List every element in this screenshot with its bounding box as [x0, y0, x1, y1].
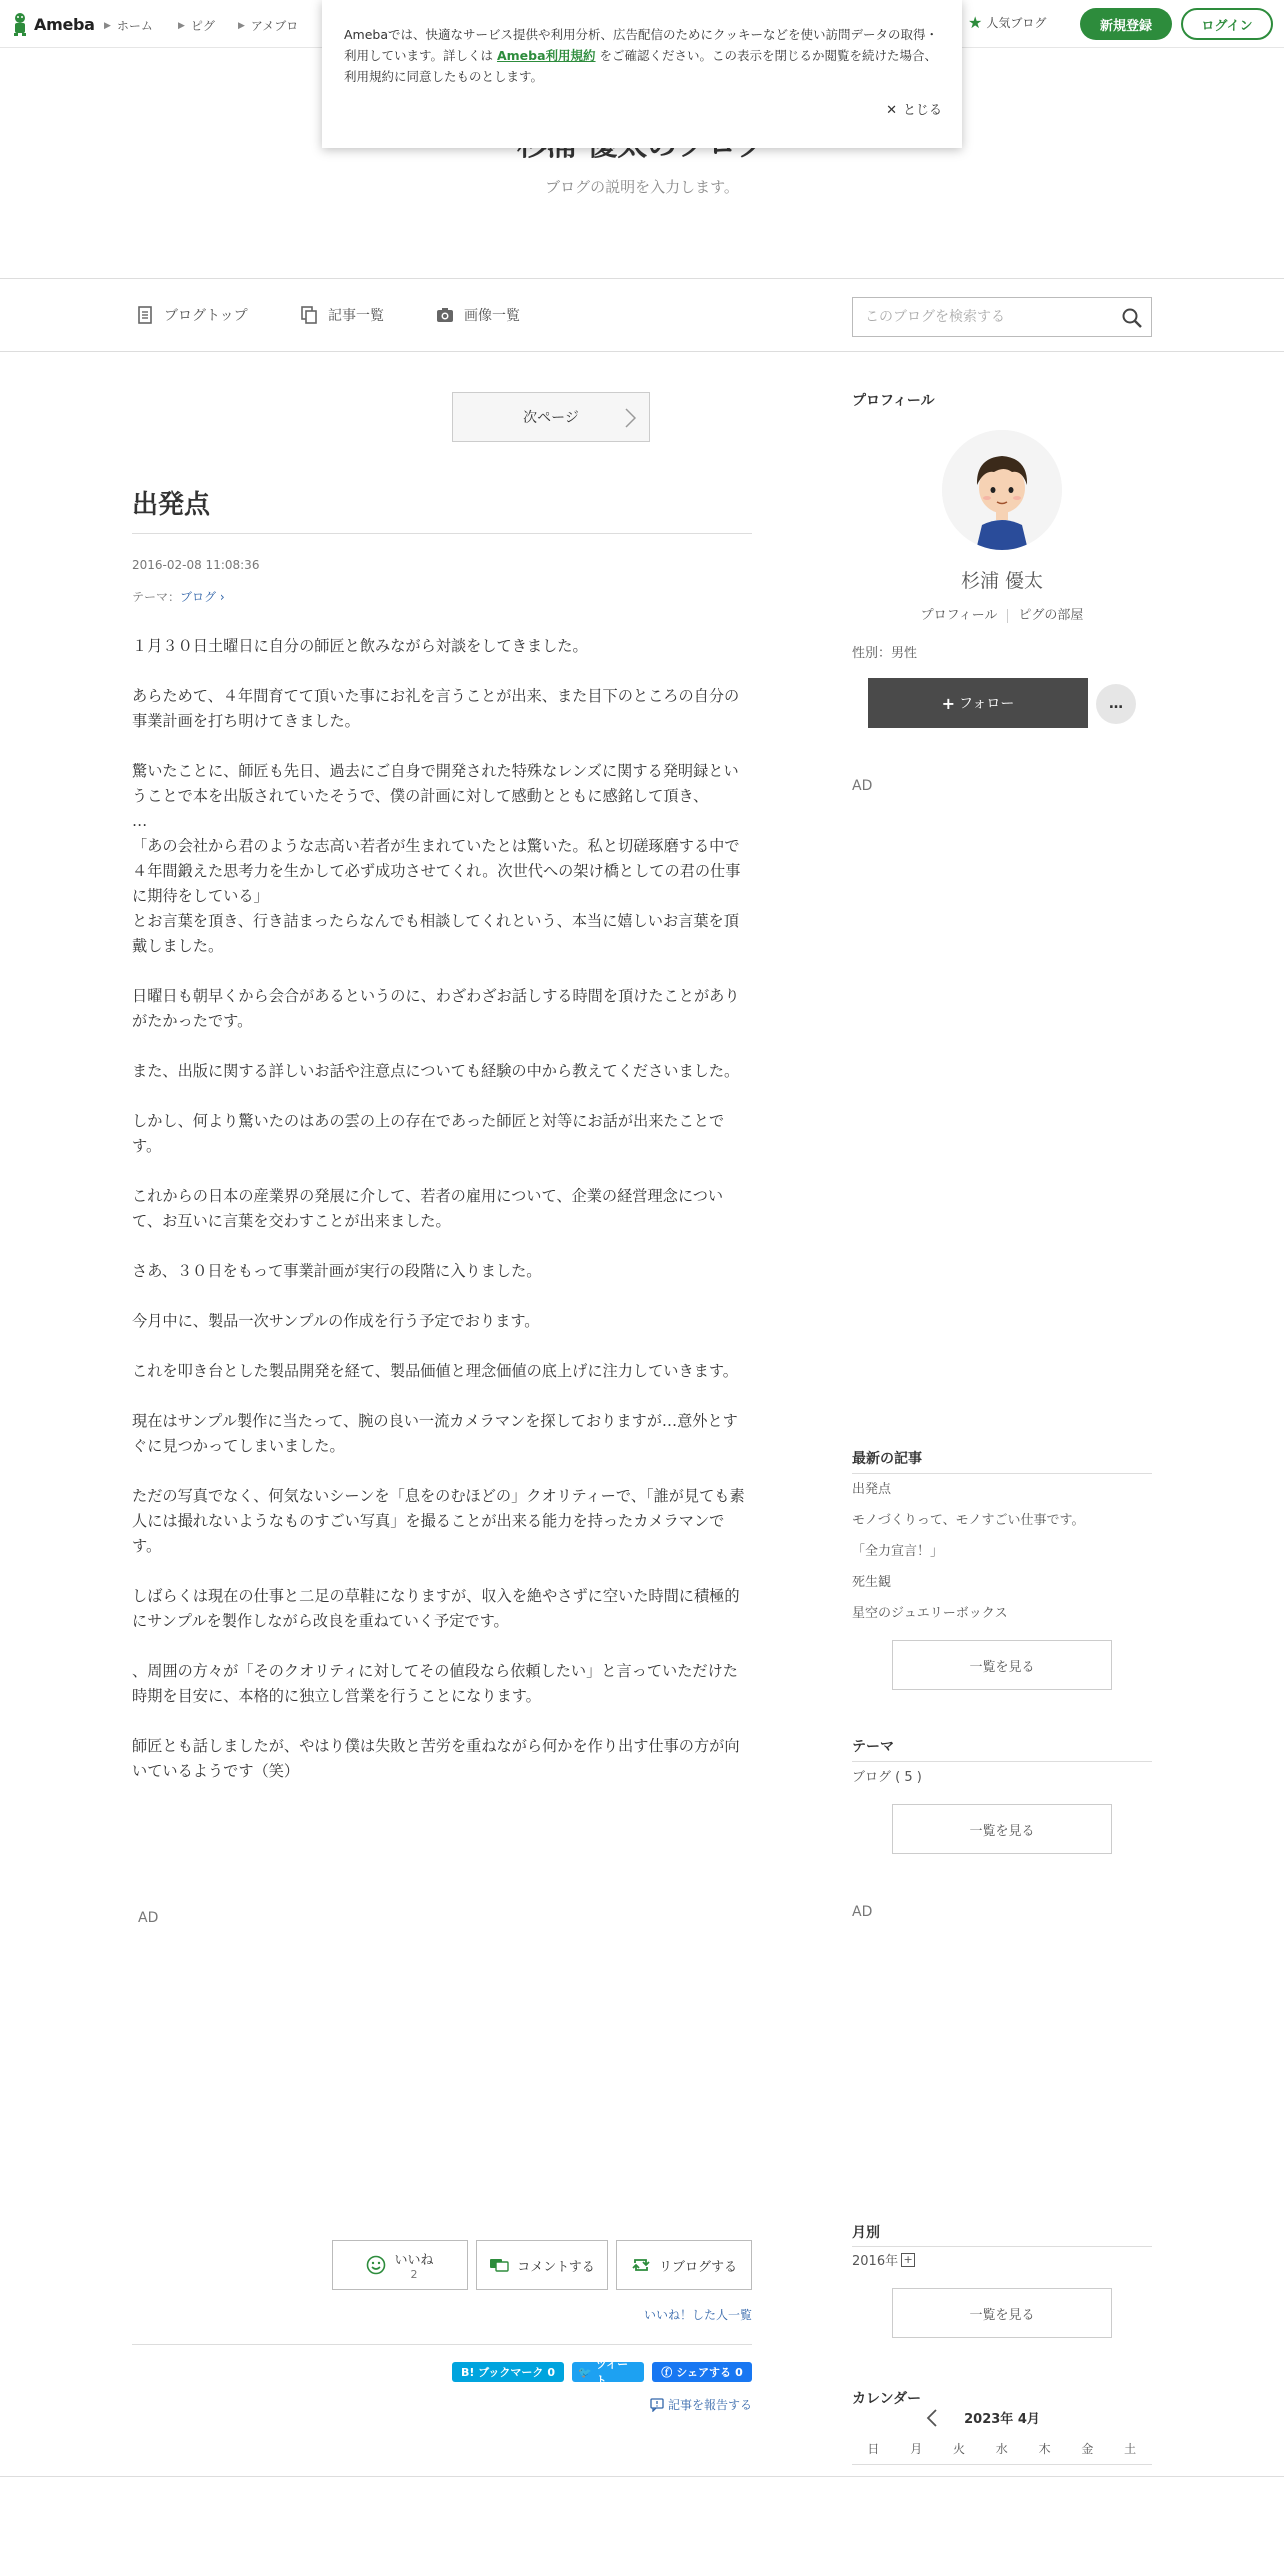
follow-label: フォロー — [959, 696, 1015, 712]
next-page-button[interactable] — [452, 392, 650, 442]
reblog-icon — [631, 2255, 651, 2275]
latest-entry-link[interactable]: モノづくりって、モノすごい仕事です。 — [852, 1513, 1085, 1528]
like-label: いいね — [394, 2253, 434, 2268]
more-options-button[interactable]: … — [1096, 684, 1136, 724]
hatena-bookmark-button[interactable] — [452, 2362, 564, 2382]
nav-label: 画像一覧 — [464, 308, 520, 324]
tweet-button[interactable] — [572, 2358, 644, 2387]
like-label-group — [394, 2249, 433, 2281]
blog-nav — [0, 278, 1284, 352]
close-icon: ✕ — [886, 103, 897, 118]
entry-theme — [132, 588, 225, 605]
theme-list — [852, 1762, 922, 1793]
weekday-label: 金 — [1081, 2442, 1094, 2456]
like-count: 2 — [410, 2268, 418, 2281]
divider — [852, 2246, 1152, 2247]
global-nav-home[interactable] — [104, 17, 153, 34]
facebook-label: シェアする — [676, 2366, 732, 2379]
report-icon — [650, 2398, 664, 2412]
chevron-right-icon — [623, 407, 637, 429]
paragraph: あらためて、４年間育てて頂いた事にお礼を言うことが出来、また目下のところの自分の事業計画を打ち明けてきました。 — [132, 687, 740, 730]
weekday-label: 月 — [910, 2442, 923, 2456]
report-entry-link[interactable] — [650, 2396, 752, 2413]
camera-icon — [436, 306, 454, 324]
popular-blog-label: 人気ブログ — [986, 16, 1047, 30]
global-nav-label: ピグ — [190, 19, 215, 33]
see-all-themes-button[interactable]: 一覧を見る — [892, 1804, 1112, 1854]
terms-link[interactable]: Ameba利用規約 — [496, 48, 596, 63]
monthly-year-label: 2016年 — [852, 2254, 899, 2269]
nav-image-list[interactable] — [436, 305, 520, 325]
divider — [852, 2464, 1152, 2465]
global-nav-ameblo[interactable] — [238, 17, 298, 34]
calendar-heading: カレンダー — [852, 2391, 922, 2407]
plus-icon: + — [941, 693, 956, 713]
expand-plus-icon: + — [901, 2253, 915, 2267]
weekday-label: 木 — [1038, 2442, 1051, 2456]
tweet-label: ツイート — [595, 2358, 629, 2387]
login-button[interactable]: ログイン — [1181, 8, 1273, 40]
weekday-label: 土 — [1124, 2442, 1137, 2456]
like-button[interactable] — [332, 2240, 468, 2290]
avatar-illustration — [942, 430, 1062, 550]
divider — [0, 2476, 1284, 2477]
paragraph: しかし、何より驚いたのはあの雲の上の存在であった師匠と対等にお話が出来たことです。 — [132, 1112, 725, 1155]
global-nav-label: アメブロ — [250, 19, 299, 33]
hatena-count: 0 — [547, 2365, 556, 2379]
profile-link[interactable]: プロフィール — [920, 608, 998, 623]
hatena-label: B! ブックマーク — [460, 2366, 544, 2379]
theme-label: テーマ： — [132, 590, 181, 604]
comment-label: コメントする — [517, 2259, 595, 2275]
facebook-count: 0 — [735, 2365, 743, 2379]
avatar[interactable] — [942, 430, 1062, 550]
ad-label: AD — [138, 1910, 159, 1926]
weekday-label: 火 — [952, 2442, 965, 2456]
separator — [1007, 609, 1008, 623]
latest-entries-heading: 最新の記事 — [852, 1451, 922, 1467]
paragraph: 、周囲の方々が「そのクオリティに対してその値段なら依頼したい」と言っていただけた時期を目安に、本格的に独立し営業を行うことになります。 — [132, 1662, 738, 1705]
twitter-icon: 🐦 — [578, 2365, 592, 2379]
entry-body — [132, 634, 752, 1809]
global-nav-label: ホーム — [116, 19, 153, 33]
weekday-label: 日 — [867, 2442, 880, 2456]
ad-label: AD — [852, 778, 873, 794]
cookie-close-label: とじる — [902, 103, 942, 118]
paragraph: これからの日本の産業界の発展に介して、若者の雇用について、企業の経営理念について、お互いに言葉を交わすことが出来ました。 — [132, 1187, 724, 1230]
ameba-mascot-icon — [10, 11, 30, 37]
nav-entry-list[interactable] — [300, 305, 384, 325]
search-icon[interactable] — [1121, 307, 1143, 329]
profile-gender: 性別：男性 — [852, 646, 918, 661]
theme-link[interactable]: ブログ › — [180, 590, 225, 604]
profile-links — [852, 604, 1152, 623]
report-label: 記事を報告する — [667, 2398, 752, 2412]
nav-label: 記事一覧 — [328, 308, 384, 324]
comment-button[interactable] — [476, 2240, 608, 2290]
latest-entries-list — [852, 1474, 1084, 1629]
follow-button[interactable] — [868, 678, 1088, 728]
entry-title[interactable]: 出発点 — [132, 490, 211, 520]
monthly-year-toggle[interactable] — [852, 2250, 915, 2269]
star-icon: ★ — [968, 12, 983, 32]
profile-heading: プロフィール — [852, 393, 935, 409]
cookie-banner — [322, 0, 962, 148]
next-page-label: 次ページ — [523, 410, 579, 426]
theme-link-label: ブログ — [180, 590, 217, 604]
weekday-label: 水 — [995, 2442, 1008, 2456]
paragraph: ただの写真でなく、何気ないシーンを「息をのむほどの」クオリティーで、「誰が見ても素人には撮れないようなものすごい写真」を撮ることが出来る能力を持ったカメラマンです。 — [132, 1487, 745, 1555]
global-nav-pigg[interactable] — [178, 17, 215, 34]
nav-blog-top[interactable] — [136, 305, 248, 325]
paragraph: しばらくは現在の仕事と二足の草鞋になりますが、収入を絶やさずに空いた時間に積極的にサンプルを製作しながら改良を重ねていく予定です。 — [132, 1587, 740, 1630]
ad-label: AD — [852, 1904, 873, 1920]
chevron-right-icon: ▶ — [178, 20, 185, 31]
profile-name[interactable]: 杉浦 優太 — [960, 570, 1044, 592]
chevron-right-icon: ▶ — [104, 20, 111, 31]
popular-blog-link[interactable] — [968, 14, 1046, 31]
pigg-room-link[interactable]: ピグの部屋 — [1018, 608, 1084, 623]
nav-label: ブログトップ — [164, 308, 248, 324]
latest-entry-link[interactable]: 星空のジュエリーボックス — [852, 1606, 1008, 1621]
facebook-share-button[interactable] — [652, 2362, 752, 2382]
paragraph: 師匠とも話しましたが、やはり僕は失敗と苦労を重ねながら何かを作り出す仕事の方が向いているようです（笑） — [132, 1737, 740, 1780]
cookie-close-button[interactable] — [886, 100, 942, 121]
blog-description: ブログの説明を入力します。 — [545, 178, 739, 196]
paragraph: 今月中に、製品一次サンプルの作成を行う予定でおります。 — [132, 1312, 540, 1330]
entry-date: 2016-02-08 11:08:36 — [132, 558, 260, 572]
blog-search — [852, 297, 1152, 337]
paragraph: 現在はサンプル製作に当たって、腕の良い一流カメラマンを探しておりますが…意外とすぐに見つかってしまいました。 — [132, 1412, 738, 1455]
smile-icon — [366, 2255, 386, 2275]
cookie-text-after: をご確認ください。この表示を閉じるか閲覧を続けた場合、利用規約に同意したものとします。 — [344, 48, 938, 84]
calendar-header — [852, 2406, 1152, 2430]
copy-icon — [300, 306, 318, 324]
reblog-label: リブログする — [658, 2259, 737, 2275]
theme-heading: テーマ — [852, 1739, 894, 1755]
latest-entry-link[interactable]: 「全力宣言！」 — [852, 1544, 944, 1559]
divider — [132, 533, 752, 534]
reblog-button[interactable] — [616, 2240, 752, 2290]
paragraph: 日曜日も朝早くから会合があるというのに、わざわざお話しする時間を頂けたことがありがたかったです。 — [132, 987, 740, 1030]
divider — [132, 2344, 752, 2345]
liked-users-link[interactable]: いいね！した人一覧 — [643, 2308, 752, 2322]
chevron-right-icon: ▶ — [238, 20, 245, 31]
latest-entry-link[interactable]: 出発点 — [852, 1482, 892, 1497]
comment-icon — [489, 2255, 509, 2275]
ameba-logo[interactable] — [10, 10, 95, 38]
logo-text: Ameba — [34, 14, 95, 34]
search-input[interactable] — [853, 298, 1103, 336]
facebook-icon: ⓕ — [661, 2366, 673, 2379]
paragraph: １月３０日土曜日に自分の師匠と飲みながら対談をしてきました。 — [132, 637, 588, 655]
monthly-heading: 月別 — [852, 2225, 880, 2241]
paragraph: 驚いたことに、師匠も先日、過去にご自身で開発された特殊なレンズに関する発明録ということで本を出版されていたそうで、僕の計画に対して感動とともに感銘して頂き、 … 「あの会社から君のような志高い若者が生まれていたとは驚いた。私と切磋琢磨する中で４年間鍛えた思考力を生かして必ず成功させてくれ。次世代への架け橋としての君の仕事に期待をしている」 とお言葉を頂き、行き詰まったらなんでも相談してくれという、本当に嬉しいお言葉を頂戴しました。 — [132, 762, 741, 955]
calendar-month: 2023年 4月 — [964, 2412, 1040, 2427]
paragraph: これを叩き台とした製品開発を経て、製品価値と理念価値の底上げに注力していきます。 — [132, 1362, 738, 1380]
cookie-text: Amebaでは、快適なサービス提供や利用分析、広告配信のためにクッキーなどを使い訪問データの取得・利用しています。詳しくは — [344, 27, 939, 63]
paragraph: また、出版に関する詳しいお話や注意点についても経験の中から教えてくださいました。 — [132, 1062, 740, 1080]
latest-entry-link[interactable]: 死生観 — [852, 1575, 892, 1590]
theme-list-link[interactable]: ブログ ( 5 ) — [852, 1770, 922, 1785]
paragraph: さあ、３０日をもって事業計画が実行の段階に入りました。 — [132, 1262, 542, 1280]
document-icon — [136, 306, 154, 324]
see-all-monthly-button[interactable]: 一覧を見る — [892, 2288, 1112, 2338]
see-all-entries-button[interactable]: 一覧を見る — [892, 1640, 1112, 1690]
calendar-weekdays — [852, 2436, 1152, 2462]
signup-button[interactable]: 新規登録 — [1080, 8, 1172, 40]
